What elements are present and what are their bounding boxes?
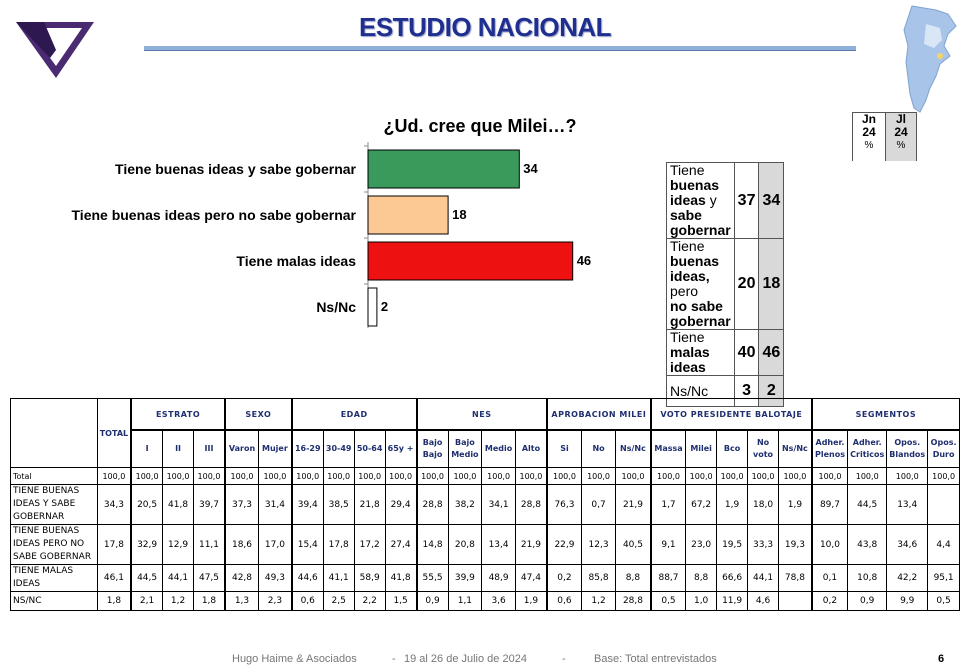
group-header: ESTRATO [131, 399, 225, 431]
table-cell: 18,6 [225, 525, 259, 565]
table-cell: 9,1 [651, 525, 686, 565]
table-cell: 100,0 [812, 468, 848, 485]
table-cell: 13,4 [887, 485, 928, 525]
table-cell: 100,0 [354, 468, 385, 485]
table-cell: 28,8 [515, 485, 546, 525]
value-jl: 34 [759, 163, 784, 239]
table-cell: 2,5 [323, 592, 354, 611]
table-cell: 1,8 [194, 592, 225, 611]
table-cell: 18,0 [748, 485, 779, 525]
comparison-table-body [666, 162, 784, 407]
table-cell: 100,0 [616, 468, 651, 485]
table-cell: 100,0 [928, 468, 960, 485]
col-header-jl-month: Jl [895, 112, 906, 126]
col-header-jl-unit: % [896, 140, 906, 151]
column-header: Opos. Duro [928, 430, 960, 468]
label-text: Ns/Nc [670, 382, 709, 399]
table-cell: 100,0 [448, 468, 482, 485]
table-cell: 1,7 [651, 485, 686, 525]
column-header: Bco [717, 430, 748, 468]
data-label: 34 [523, 161, 538, 176]
table-cell: 0,6 [547, 592, 582, 611]
table-cell: 33,3 [748, 525, 779, 565]
table-cell [779, 592, 812, 611]
table-cell: 0,7 [582, 485, 616, 525]
table-cell: 19,3 [779, 525, 812, 565]
table-cell: 40,5 [616, 525, 651, 565]
table-cell: 47,5 [194, 565, 225, 592]
col-header-jn-month: Jn [861, 112, 876, 126]
table-cell: 39,7 [194, 485, 225, 525]
row-total: 17,8 [97, 525, 131, 565]
comparison-row [667, 239, 784, 330]
table-cell: 48,9 [482, 565, 516, 592]
table-cell: 55,5 [417, 565, 448, 592]
table-cell: 12,3 [582, 525, 616, 565]
total-header: TOTAL [97, 399, 131, 468]
footer-dates: 19 al 26 de Julio de 2024 [404, 653, 527, 665]
table-cell: 3,6 [482, 592, 516, 611]
group-header: SEGMENTOS [812, 399, 960, 431]
value-jn: 40 [734, 330, 759, 376]
group-header: NES [417, 399, 547, 431]
label-text: pero [670, 283, 699, 299]
col-header-jl-year: 24 [894, 125, 908, 139]
table-cell: 28,8 [417, 485, 448, 525]
table-cell: 2,2 [354, 592, 385, 611]
column-header: No voto [748, 430, 779, 468]
table-cell: 23,0 [686, 525, 717, 565]
table-cell: 1,3 [225, 592, 259, 611]
table-cell: 11,1 [194, 525, 225, 565]
page-number: 6 [938, 653, 945, 665]
table-cell: 78,8 [779, 565, 812, 592]
table-cell: 100,0 [385, 468, 416, 485]
table-cell: 47,4 [515, 565, 546, 592]
table-cell: 0,9 [417, 592, 448, 611]
table-cell: 89,7 [812, 485, 848, 525]
table-cell: 0,9 [848, 592, 887, 611]
chart-question: ¿Ud. cree que Milei…? [383, 116, 577, 136]
table-cell: 1,2 [163, 592, 194, 611]
table-cell: 76,3 [547, 485, 582, 525]
comparison-row-label [667, 163, 735, 239]
column-header: Varon [225, 430, 259, 468]
value-jn: 3 [734, 376, 759, 407]
table-cell: 100,0 [582, 468, 616, 485]
table-cell: 10,0 [812, 525, 848, 565]
table-cell: 11,9 [717, 592, 748, 611]
table-cell: 29,4 [385, 485, 416, 525]
row-label: TIENE BUENAS IDEAS PERO NO SABE GOBERNAR [11, 525, 98, 565]
label-bold-text: sabe gobernar [670, 207, 731, 238]
table-cell: 100,0 [482, 468, 516, 485]
column-header: Adher. Criticos [848, 430, 887, 468]
table-cell: 100,0 [417, 468, 448, 485]
column-header: No [582, 430, 616, 468]
table-cell: 1,5 [385, 592, 416, 611]
table-cell: 21,9 [515, 525, 546, 565]
table-cell [928, 485, 960, 525]
table-cell: 100,0 [748, 468, 779, 485]
col-header-jn-unit: % [864, 140, 874, 151]
table-row [11, 592, 960, 611]
category-label: Tiene buenas ideas y sabe gobernar [115, 161, 356, 177]
table-cell: 34,6 [887, 525, 928, 565]
table-cell: 1,0 [686, 592, 717, 611]
table-cell: 2,3 [259, 592, 292, 611]
table-cell: 44,5 [131, 565, 162, 592]
bar [368, 288, 377, 326]
column-header: Milei [686, 430, 717, 468]
comparison-row-label [667, 330, 735, 376]
table-cell: 42,2 [887, 565, 928, 592]
table-cell: 1,9 [717, 485, 748, 525]
row-label: NS/NC [11, 592, 98, 611]
company-logo [14, 18, 96, 85]
column-header: Adher. Plenos [812, 430, 848, 468]
value-jl: 46 [759, 330, 784, 376]
table-cell: 34,1 [482, 485, 516, 525]
table-cell: 100,0 [131, 468, 162, 485]
table-cell: 100,0 [323, 468, 354, 485]
table-cell: 41,8 [385, 565, 416, 592]
label-bold-text: malas ideas [670, 344, 710, 375]
label-text: y [705, 192, 717, 208]
table-cell: 20,5 [131, 485, 162, 525]
col-header-jn [852, 112, 886, 161]
column-header: 65y + [385, 430, 416, 468]
table-cell: 100,0 [779, 468, 812, 485]
column-header: Opos. Blandos [887, 430, 928, 468]
table-cell: 100,0 [547, 468, 582, 485]
table-cell: 100,0 [194, 468, 225, 485]
table-cell: 0,1 [812, 565, 848, 592]
col-header-jn-year: 24 [862, 125, 876, 139]
table-cell: 0,6 [292, 592, 323, 611]
table-cell: 100,0 [515, 468, 546, 485]
table-row [11, 485, 960, 525]
value-jl: 2 [759, 376, 784, 407]
column-header: 16-29 [292, 430, 323, 468]
table-subheader-row [11, 430, 960, 468]
column-header: I [131, 430, 162, 468]
row-total: 1,8 [97, 592, 131, 611]
bar-chart [0, 140, 640, 340]
column-header: 30-49 [323, 430, 354, 468]
column-header: Bajo Medio [448, 430, 482, 468]
group-header: SEXO [225, 399, 292, 431]
table-cell: 22,9 [547, 525, 582, 565]
footer-sep-2: - [562, 653, 566, 665]
table-cell: 1,9 [515, 592, 546, 611]
table-cell: 21,8 [354, 485, 385, 525]
row-total: 100,0 [97, 468, 131, 485]
table-cell: 41,8 [163, 485, 194, 525]
column-header: Alto [515, 430, 546, 468]
label-bold-text: no sabe gobernar [670, 298, 731, 329]
table-cell: 12,9 [163, 525, 194, 565]
table-corner [11, 399, 98, 468]
group-header: VOTO PRESIDENTE BALOTAJE [651, 399, 812, 431]
argentina-map-icon [896, 4, 960, 121]
table-cell: 41,1 [323, 565, 354, 592]
table-cell: 100,0 [292, 468, 323, 485]
table-cell: 0,5 [651, 592, 686, 611]
table-cell: 1,9 [779, 485, 812, 525]
value-jn: 37 [734, 163, 759, 239]
table-cell: 38,5 [323, 485, 354, 525]
table-row [11, 468, 960, 485]
table-cell: 21,9 [616, 485, 651, 525]
footer-sep-1: - [392, 653, 396, 665]
table-cell: 100,0 [848, 468, 887, 485]
row-label: Total [11, 468, 98, 485]
bar [368, 150, 519, 188]
table-row [11, 565, 960, 592]
column-header: II [163, 430, 194, 468]
row-total: 46,1 [97, 565, 131, 592]
table-row [11, 525, 960, 565]
table-cell: 15,4 [292, 525, 323, 565]
data-label: 46 [576, 253, 592, 268]
table-cell: 44,1 [748, 565, 779, 592]
table-cell: 85,8 [582, 565, 616, 592]
table-cell: 10,8 [848, 565, 887, 592]
row-label: TIENE MALAS IDEAS [11, 565, 98, 592]
column-header: 50-64 [354, 430, 385, 468]
table-cell: 28,8 [616, 592, 651, 611]
table-cell: 42,8 [225, 565, 259, 592]
table-cell: 0,5 [928, 592, 960, 611]
table-cell: 38,2 [448, 485, 482, 525]
table-cell: 4,4 [928, 525, 960, 565]
category-label: Tiene buenas ideas pero no sabe gobernar [71, 207, 356, 223]
table-cell: 67,2 [686, 485, 717, 525]
table-cell: 100,0 [163, 468, 194, 485]
value-jn: 20 [734, 239, 759, 330]
table-cell: 44,6 [292, 565, 323, 592]
footer-base: Base: Total entrevistados [594, 653, 717, 665]
table-cell: 39,4 [292, 485, 323, 525]
table-cell: 20,8 [448, 525, 482, 565]
table-cell: 100,0 [686, 468, 717, 485]
table-cell: 32,9 [131, 525, 162, 565]
label-bold-text: buenas ideas, [670, 253, 720, 284]
table-cell: 100,0 [225, 468, 259, 485]
table-cell: 39,9 [448, 565, 482, 592]
column-header: Ns/Nc [616, 430, 651, 468]
table-cell: 17,2 [354, 525, 385, 565]
table-cell: 66,6 [717, 565, 748, 592]
category-label: Ns/Nc [316, 299, 356, 315]
table-cell: 43,8 [848, 525, 887, 565]
label-text: Tiene [670, 329, 705, 345]
column-header: Bajo Bajo [417, 430, 448, 468]
table-cell: 17,0 [259, 525, 292, 565]
table-cell: 37,3 [225, 485, 259, 525]
title-underline [144, 46, 856, 51]
table-cell: 13,4 [482, 525, 516, 565]
table-cell: 31,4 [259, 485, 292, 525]
value-jl: 18 [759, 239, 784, 330]
column-header: Si [547, 430, 582, 468]
table-cell: 17,8 [323, 525, 354, 565]
table-cell: 49,3 [259, 565, 292, 592]
footer-org: Hugo Haime & Asociados [232, 653, 357, 665]
table-cell: 4,6 [748, 592, 779, 611]
data-label: 2 [380, 299, 389, 314]
table-cell: 88,7 [651, 565, 686, 592]
table-cell: 100,0 [717, 468, 748, 485]
table-cell: 44,1 [163, 565, 194, 592]
table-cell: 1,2 [582, 592, 616, 611]
crosstab-table [10, 398, 960, 611]
row-total: 34,3 [97, 485, 131, 525]
column-header: Medio [482, 430, 516, 468]
table-header-row [11, 399, 960, 431]
bar [368, 242, 573, 280]
table-cell: 0,2 [812, 592, 848, 611]
group-header: EDAD [292, 399, 417, 431]
label-text: Tiene [670, 238, 705, 254]
column-header: Massa [651, 430, 686, 468]
row-label: TIENE BUENAS IDEAS Y SABE GOBERNAR [11, 485, 98, 525]
table-cell: 44,5 [848, 485, 887, 525]
data-label: 18 [452, 207, 467, 222]
column-header: Ns/Nc [779, 430, 812, 468]
table-cell: 2,1 [131, 592, 162, 611]
bar [368, 196, 448, 234]
table-cell: 95,1 [928, 565, 960, 592]
comparison-row [667, 330, 784, 376]
col-header-jl [885, 112, 917, 161]
table-cell: 100,0 [887, 468, 928, 485]
label-bold-text: buenas ideas [670, 177, 720, 208]
group-header: APROBACION MILEI [547, 399, 651, 431]
column-header: III [194, 430, 225, 468]
comparison-row [667, 163, 784, 239]
category-label: Tiene malas ideas [236, 253, 356, 269]
page-title: ESTUDIO NACIONAL [359, 12, 611, 42]
table-cell: 27,4 [385, 525, 416, 565]
table-cell: 58,9 [354, 565, 385, 592]
table-cell: 100,0 [651, 468, 686, 485]
label-text: Tiene [670, 162, 705, 178]
table-cell: 8,8 [616, 565, 651, 592]
table-cell: 19,5 [717, 525, 748, 565]
table-cell: 100,0 [259, 468, 292, 485]
table-cell: 1,1 [448, 592, 482, 611]
table-cell: 9,9 [887, 592, 928, 611]
table-cell: 0,2 [547, 565, 582, 592]
column-header: Mujer [259, 430, 292, 468]
table-cell: 8,8 [686, 565, 717, 592]
table-cell: 14,8 [417, 525, 448, 565]
comparison-row-label [667, 239, 735, 330]
